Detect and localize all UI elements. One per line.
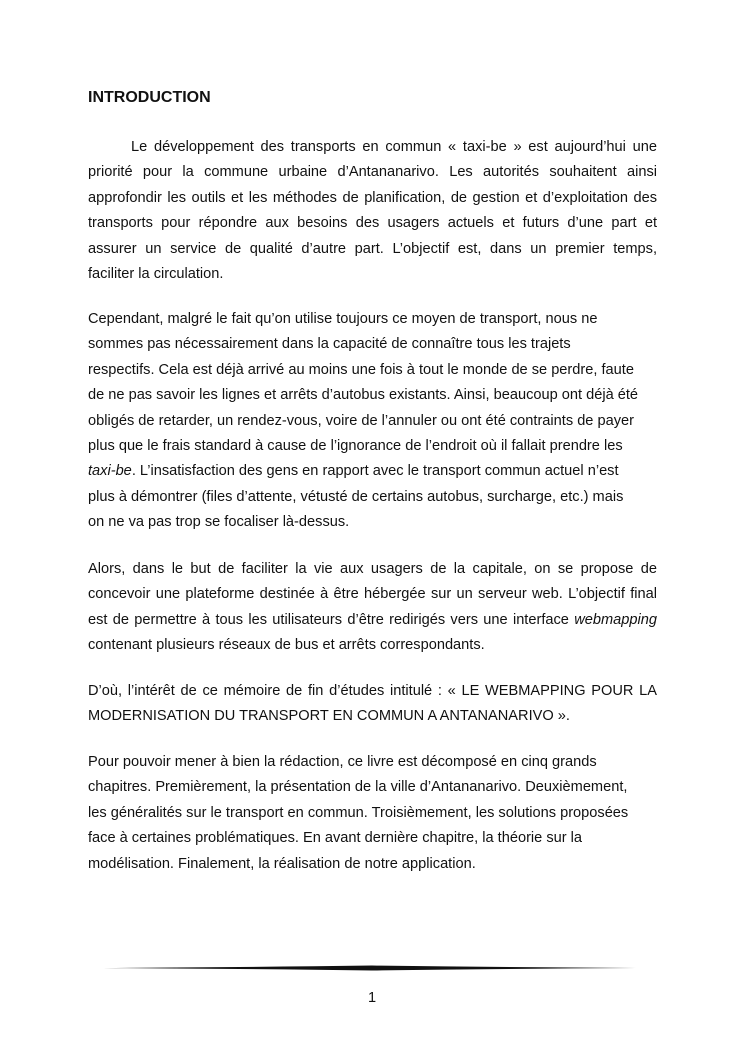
text-run: on ne va pas trop se focaliser là-dessus. [88,514,350,531]
text-run: sommes pas nécessairement dans la capacité de connaître tous les trajets [88,336,571,353]
text-run: Pour pouvoir mener à bien la rédaction, ce livre est décomposé en cinq grands [88,754,597,770]
italic-text-run: taxi-be [88,463,132,480]
text-run: plus que le frais standard à cause de l’ignorance de l’endroit où il fallait prendre les [88,437,623,454]
text-run: plus à démontrer (files d’attente, vétusté de certains autobus, surcharge, etc.) mais [88,488,624,505]
paragraph-outline [88,750,657,877]
text-line [88,307,657,332]
text-run: Cependant, malgré le fait qu’on utilise toujours ce moyen de transport, nous ne [88,311,598,327]
text-run: assurer un service de qualité d’autre part. L’objectif est, dans un premier temps, [88,240,657,257]
text-run: modélisation. Finalement, la réalisation de notre application. [88,855,476,872]
text-run: Alors, dans le but de faciliter la vie aux usagers de la capitale, on se propose de [88,561,657,577]
text-line [88,750,657,775]
text-run: respectifs. Cela est déjà arrivé au moins une fois à tout le monde de se perdre, faute [88,361,634,378]
text-line [88,383,657,408]
text-run: D’où, l’intérêt de ce mémoire de fin d’études intitulé : « LE WEBMAPPING POUR LA [88,683,657,699]
paragraph-proposal [88,557,657,659]
text-line [88,608,657,633]
text-line [88,409,657,434]
text-run: faciliter la circulation. [88,265,224,282]
text-run: chapitres. Premièrement, la présentation de la ville d’Antananarivo. Deuxièmement, [88,779,628,796]
text-line [88,485,657,510]
text-run: les généralités sur le transport en commun. Troisièmement, les solutions proposées [88,804,629,821]
text-line [88,679,657,704]
text-run: de ne pas savoir les lignes et arrêts d’autobus existants. Ainsi, beaucoup ont déjà été [88,387,639,404]
text-line [88,852,657,877]
text-line [88,704,657,729]
text-line [88,237,657,262]
text-line [88,557,657,582]
text-line [88,801,657,826]
text-run: est de permettre à tous les utilisateurs d’être redirigés vers une interface [88,611,575,628]
text-line [88,135,657,160]
paragraph-problem [88,307,657,536]
text-run: contenant plusieurs réseaux de bus et arrêts correspondants. [88,637,485,654]
text-line [88,582,657,607]
footer-divider [103,962,641,974]
text-run: transports pour répondre aux besoins des usagers actuels et futurs d’une part et [88,215,657,232]
italic-text-run: webmapping [574,611,657,628]
text-run: . L’insatisfaction des gens en rapport avec le transport commun actuel n’est [131,463,619,480]
text-run: concevoir une plateforme destinée à être hébergée sur un serveur web. L’objectif final [88,586,657,603]
text-run: face à certaines problématiques. En avant dernière chapitre, la théorie sur la [88,830,583,847]
text-run: approfondir les outils et les méthodes de planification, de gestion et d’exploitation des [88,189,657,206]
page-number: 1 [367,990,377,1006]
text-line [88,434,657,459]
text-line [88,211,657,236]
text-line [88,633,657,658]
paragraph-intro [88,135,657,287]
paragraph-thesis-title [88,679,657,730]
text-line [88,459,657,484]
text-line [88,160,657,185]
text-run: obligés de retarder, un rendez-vous, voire de l’annuler ou ont été contraints de payer [88,412,634,429]
text-line [88,332,657,357]
text-line [88,826,657,851]
text-line [88,358,657,383]
text-run: MODERNISATION DU TRANSPORT EN COMMUN A ANTANANARIVO ». [88,708,570,725]
text-run: priorité pour la commune urbaine d’Antananarivo. Les autorités souhaitent ainsi [88,164,657,181]
text-line [88,775,657,800]
section-heading: INTRODUCTION [88,89,211,106]
text-line [88,186,657,211]
text-line [88,262,657,287]
text-run: Le développement des transports en commun « taxi-be » est aujourd’hui une [131,139,657,155]
text-line [88,510,657,535]
